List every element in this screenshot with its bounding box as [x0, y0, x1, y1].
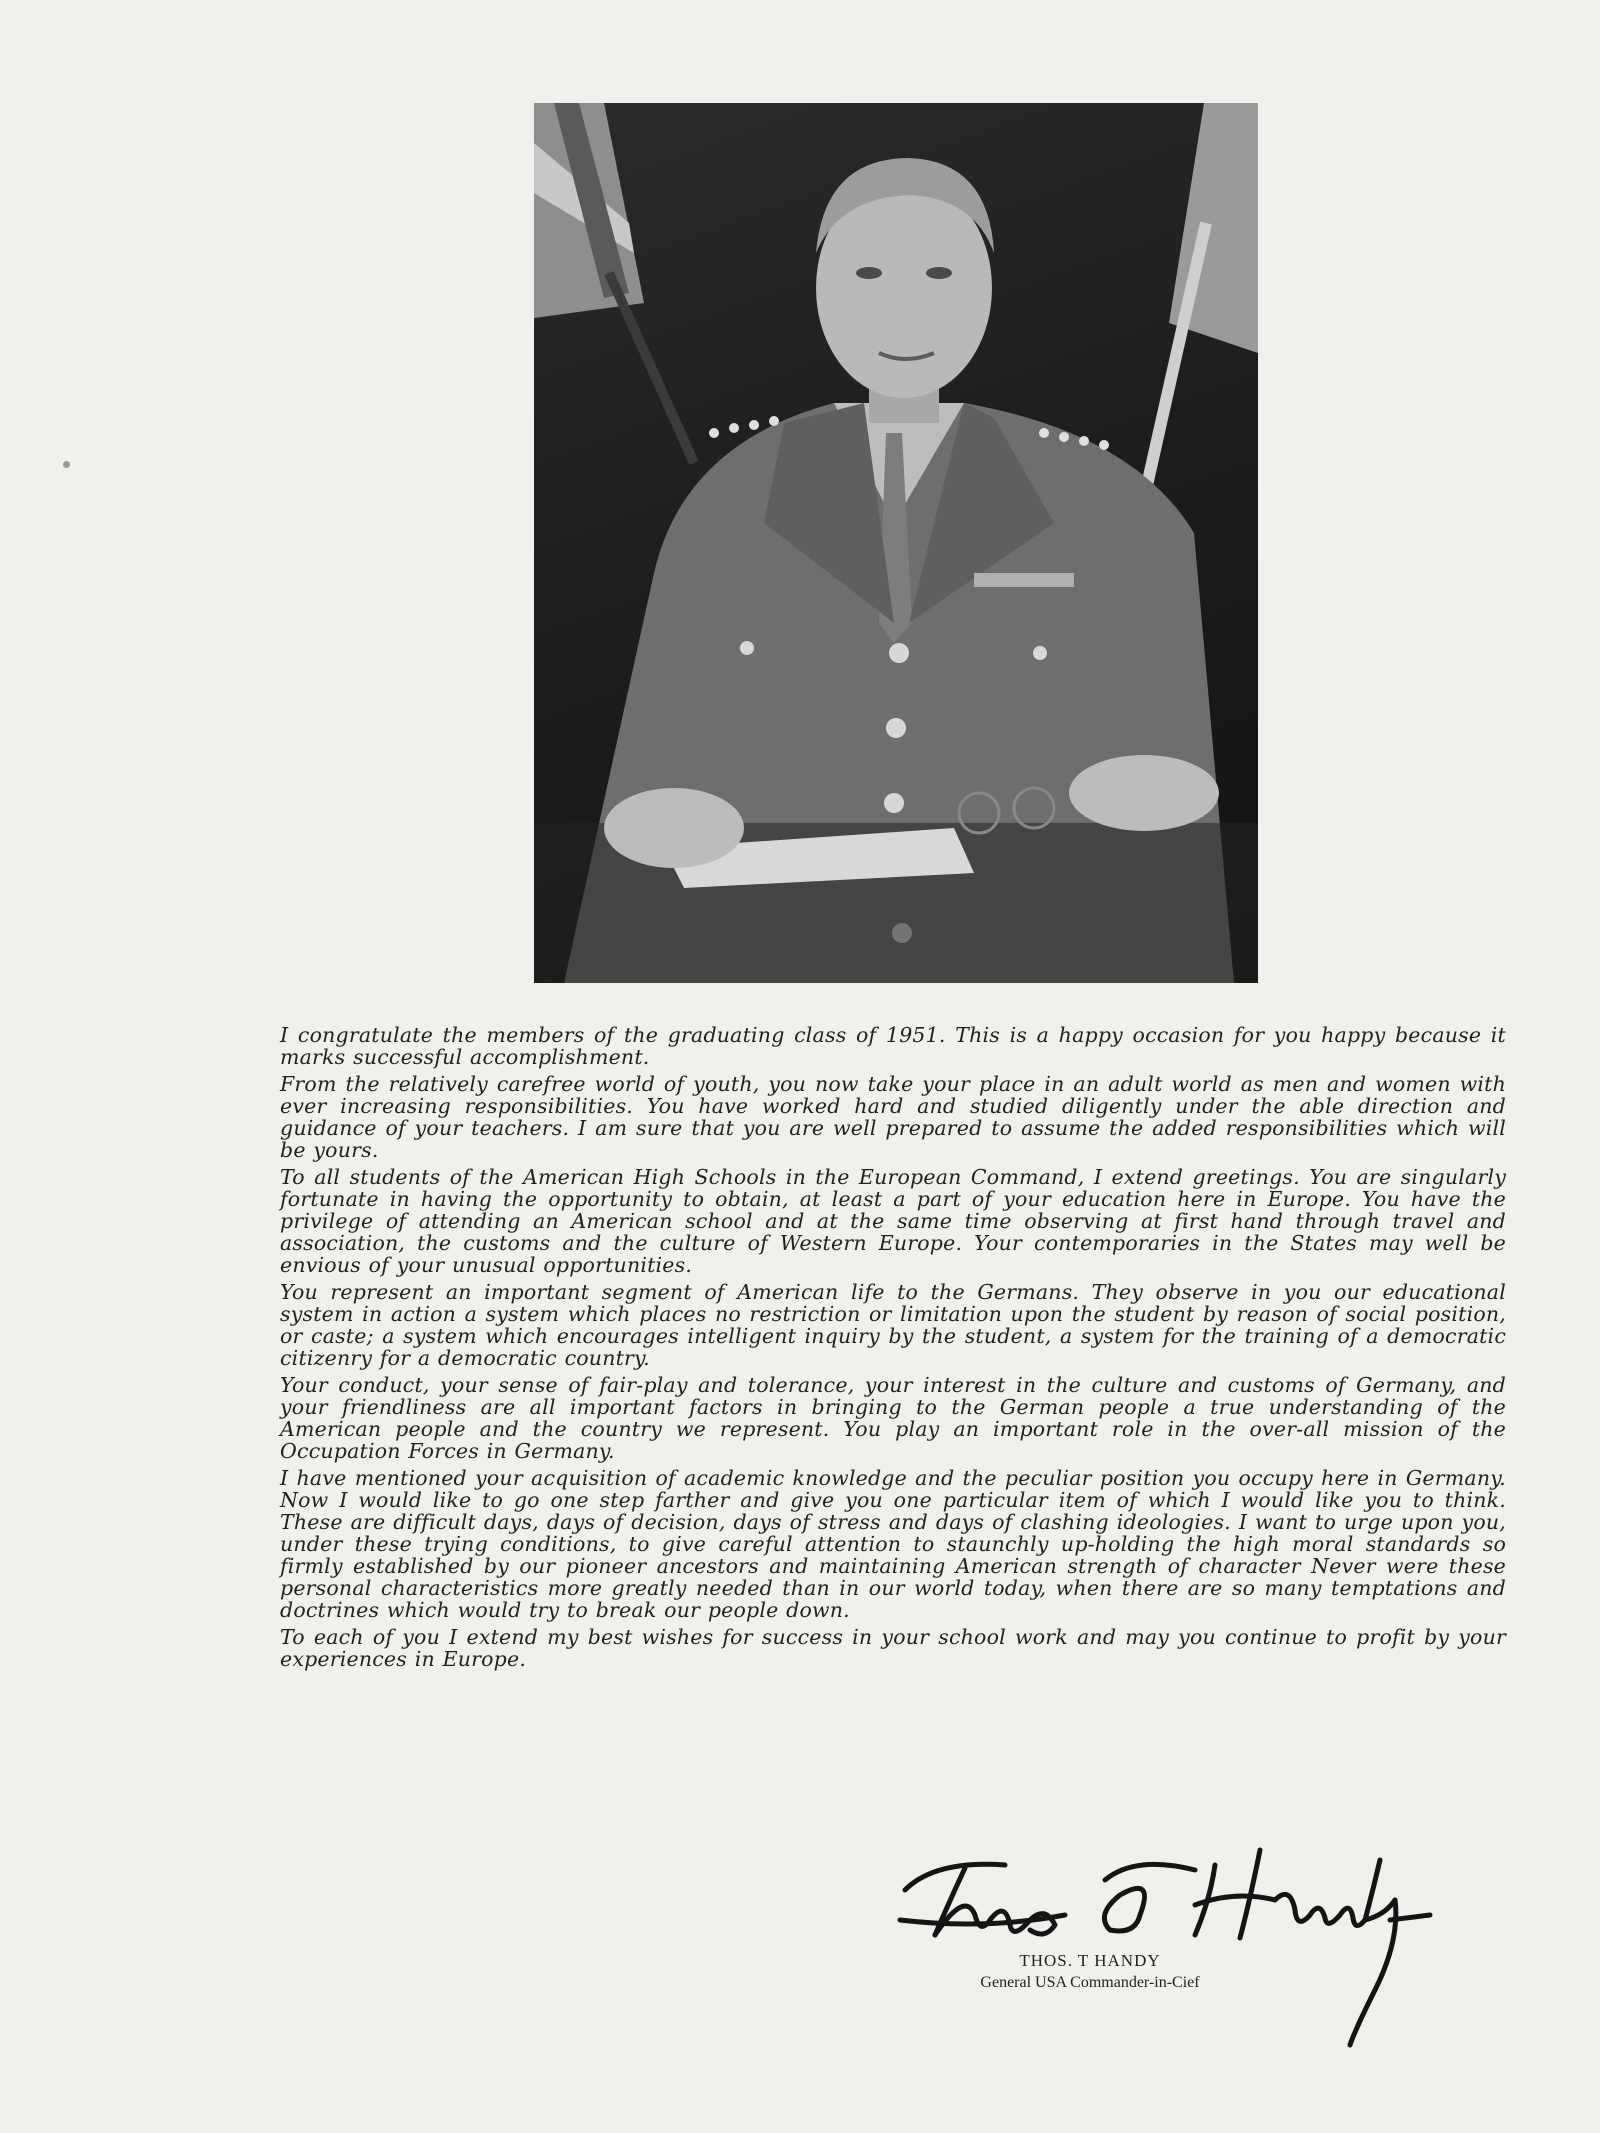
- signer-name: THOS. T HANDY: [1019, 1951, 1161, 1970]
- signer-block: [880, 1950, 1300, 1994]
- right-hand: [1069, 755, 1219, 831]
- letter-paragraph-7: To each of you I extend my best wishes for success in your school work and may you continue to profit by your experiences in Europe.: [280, 1625, 1506, 1671]
- letter-body: [280, 1024, 1506, 1675]
- signature-drawing: [895, 1820, 1435, 2050]
- page-speck: [63, 461, 70, 468]
- letter-paragraph-2: From the relatively carefree world of youth, you now take your place in an adult world as men and women with ever increasing responsibilities. You have worked hard and studied diligently under the able direction and guidance of your teachers. I am sure that you are well prepared to assume the added responsibilities which will be yours.: [280, 1072, 1506, 1162]
- letter-paragraph-5: Your conduct, your sense of fair-play and tolerance, your interest in the culture and customs of Germany, and your friendliness are all important factors in bringing to the German people a true understanding of the American people and the country we represent. You play an important role in the over-all mission of the Occupation Forces in Germany.: [280, 1373, 1506, 1463]
- left-hand: [604, 788, 744, 868]
- portrait-illustration: [534, 103, 1258, 983]
- left-flag-pole: [609, 273, 694, 463]
- letter-paragraph-3: To all students of the American High Schools in the European Command, I extend greetings. You are singularly fortunate in having the opportunity to obtain, at least a part of your education here in Europe. You have the privilege of attending an American school and at the same time observing at first hand through travel and association, the customs and the culture of Western Europe. Your contemporaries in the States may well be envious of your unusual opportunities.: [280, 1165, 1506, 1277]
- letter-paragraph-1: I congratulate the members of the graduating class of 1951. This is a happy occasion for you happy because it marks successful accomplishment.: [280, 1023, 1506, 1069]
- portrait-photo: [534, 103, 1258, 983]
- letter-paragraph-6: I have mentioned your acquisition of academic knowledge and the peculiar position you occupy here in Germany. Now I would like to go one step farther and give you one particular item of which I would like you to think. These are difficult days, days of decision, days of stress and days of clashing ideologies. I want to urge upon you, under these trying conditions, to give careful attention to staunchly up-holding the high moral standards so firmly established by our pioneer ancestors and maintaining American strength of character Never were these personal characteristics more greatly needed than in our world today, when there are so many temptations and doctrines which would try to break our people down.: [280, 1466, 1506, 1622]
- ribbon-bar: [974, 573, 1074, 587]
- signer-title: General USA Commander-in-Cief: [980, 1974, 1200, 1991]
- letter-paragraph-4: You represent an important segment of American life to the Germans. They observe in you our educational system in action a system which places no restriction or limitation upon the student by reason of social position, or caste; a system which encourages intelligent inquiry by the student, a system for the training of a democratic citizenry for a democratic country.: [280, 1280, 1506, 1370]
- handwritten-signature: [895, 1820, 1435, 2050]
